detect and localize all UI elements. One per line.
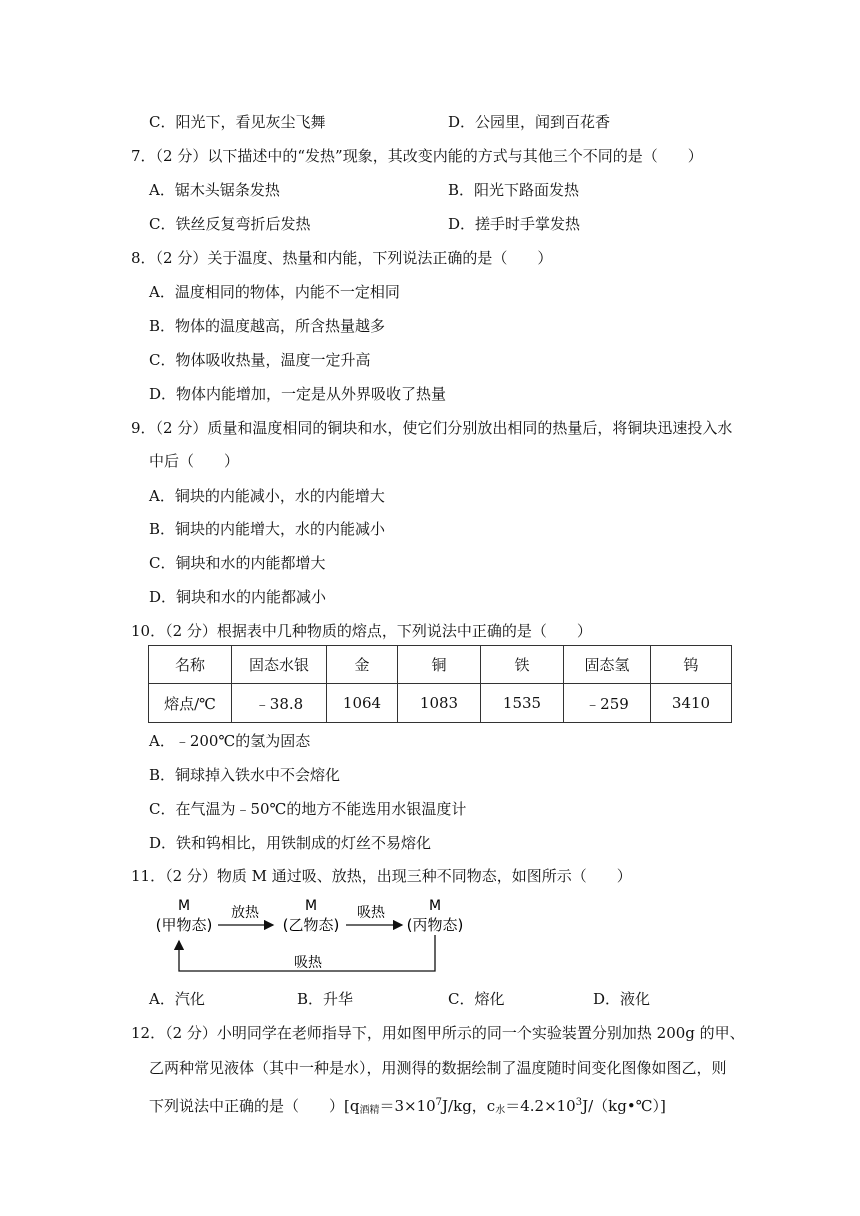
q7-stem: 7．（2 分）以下描述中的“发热”现象，其改变内能的方式与其他三个不同的是（ ） <box>131 147 703 165</box>
q10-option-a: A．﹣200℃的氢为固态 <box>149 732 311 750</box>
q6-option-c: C．阳光下，看见灰尘飞舞 <box>149 113 326 131</box>
q9-stem-line1: 9．（2 分）质量和温度相同的铜块和水，使它们分别放出相同的热量后，将铜块迅速投入水 <box>131 419 733 437</box>
table-cell: 1083 <box>398 684 481 723</box>
state2-name: (乙物态) <box>282 916 340 934</box>
q7-option-d: D．搓手时手掌发热 <box>448 215 581 233</box>
q6-option-d: D．公园里，闻到百花香 <box>448 113 611 131</box>
q8-stem: 8．（2 分）关于温度、热量和内能，下列说法正确的是（ ） <box>131 249 553 267</box>
q7-option-b: B．阳光下路面发热 <box>448 181 580 199</box>
q8-option-c: C．物体吸收热量，温度一定升高 <box>149 351 371 369</box>
q8-option-b: B．物体的温度越高，所含热量越多 <box>149 317 386 335</box>
q12-text: 下列说法中正确的是（ ）[q <box>149 1097 360 1115</box>
state3-name: (丙物态) <box>406 916 464 934</box>
q10-stem: 10．（2 分）根据表中几种物质的熔点，下列说法中正确的是（ ） <box>131 622 592 640</box>
q10-option-d: D．铁和钨相比，用铁制成的灯丝不易熔化 <box>149 834 432 852</box>
table-cell: 固态水银 <box>232 646 327 684</box>
table-cell: 固态氢 <box>564 646 651 684</box>
table-cell: 熔点/℃ <box>149 684 232 723</box>
table-cell: 铜 <box>398 646 481 684</box>
table-cell: 钨 <box>651 646 732 684</box>
state1-name: (甲物态) <box>155 916 213 934</box>
q9-option-b: B．铜块的内能增大，水的内能减小 <box>149 520 386 538</box>
table-cell: ﹣38.8 <box>232 684 327 723</box>
table-cell: 3410 <box>651 684 732 723</box>
table-cell: 1064 <box>327 684 398 723</box>
q12-stem-line3 <box>149 1093 666 1121</box>
state3-label-m: M <box>428 898 442 914</box>
table-header-row <box>149 646 732 684</box>
q9-stem-line2: 中后（ ） <box>149 452 240 470</box>
state1-label-m: M <box>177 898 191 914</box>
arrow1-label: 放热 <box>231 905 259 921</box>
q12-stem-line2: 乙两种常见液体（其中一种是水），用测得的数据绘制了温度随时间变化图像如图乙，则 <box>149 1059 727 1077</box>
melting-point-table <box>148 645 732 723</box>
q11-option-c: C．熔化 <box>448 990 505 1008</box>
q11-option-a: A．汽化 <box>149 990 205 1008</box>
table-row <box>149 684 732 723</box>
q11-option-b: B．升华 <box>297 990 354 1008</box>
q11-option-d: D．液化 <box>593 990 651 1008</box>
table-cell: 名称 <box>149 646 232 684</box>
q8-option-d: D．物体内能增加，一定是从外界吸收了热量 <box>149 385 447 403</box>
table-cell: ﹣259 <box>564 684 651 723</box>
q12-stem-line1: 12．（2 分）小明同学在老师指导下，用如图甲所示的同一个实验装置分别加热 200g 的甲、 <box>131 1024 745 1042</box>
q11-stem: 11．（2 分）物质 M 通过吸、放热，出现三种不同物态，如图所示（ ） <box>131 867 632 885</box>
q12-superscript: 7 <box>435 1097 443 1108</box>
state2-label-m: M <box>304 898 318 914</box>
table-cell: 1535 <box>481 684 564 723</box>
q7-option-c: C．铁丝反复弯折后发热 <box>149 215 311 233</box>
arrow2-label: 吸热 <box>357 905 385 921</box>
q12-text: J/kg，c <box>442 1097 496 1115</box>
table-cell: 铁 <box>481 646 564 684</box>
arrow3-label: 吸热 <box>294 955 322 971</box>
q12-text: ＝4.2×10 <box>505 1097 576 1115</box>
q7-option-a: A．锯木头锯条发热 <box>149 181 280 199</box>
q9-option-a: A．铜块的内能减小，水的内能增大 <box>149 487 385 505</box>
q12-text: J/（kg•℃）] <box>582 1097 666 1115</box>
q12-superscript: 3 <box>575 1097 583 1108</box>
state-change-diagram <box>140 895 480 977</box>
table-cell: 金 <box>327 646 398 684</box>
q10-option-c: C．在气温为﹣50℃的地方不能选用水银温度计 <box>149 800 467 818</box>
q12-text: ＝3×10 <box>379 1097 436 1115</box>
q12-subscript-alcohol: 酒精 <box>359 1105 380 1116</box>
q12-subscript-water: 水 <box>495 1105 506 1116</box>
q10-option-b: B．铜球掉入铁水中不会熔化 <box>149 766 341 784</box>
q9-option-c: C．铜块和水的内能都增大 <box>149 554 326 572</box>
q8-option-a: A．温度相同的物体，内能不一定相同 <box>149 283 400 301</box>
q9-option-d: D．铜块和水的内能都减小 <box>149 588 327 606</box>
